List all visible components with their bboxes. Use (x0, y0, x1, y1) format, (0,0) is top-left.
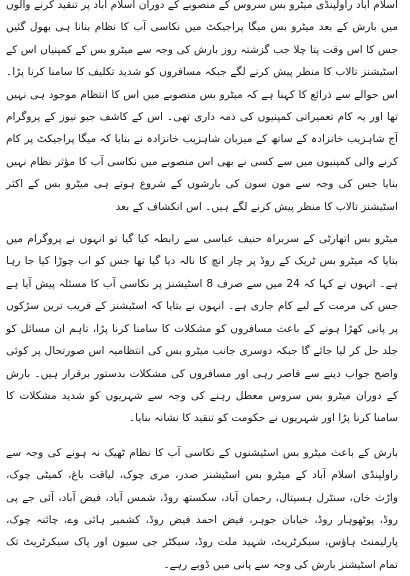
paragraph-1: اسلام آباد راولپنڈی میٹرو بس سروس کے منصوبے کے دوران اسلام آباد پر تنقید کرنے والوں میں بارش کے بعد میٹرو بس میگا پراجیکٹ میں نکاسی آب کا نظام بنانا ہی بھول گئیں جس کا اس وقت پتا چلا جب گزشتہ روز بارش کی وجہ سے میٹرو بس کے کمپنیاں اس کے اسٹیشنز تالاب کا منظر پیش کرنے لگے جبکہ مسافروں کو شدید تکلیف کا سامنا کرنا پڑا۔ اس حوالے سے ذرائع کا کہنا ہے کہ میٹرو بس منصوبے میں اس کا انتظام موجود ہی نہیں تھا اور یہ کام تعمیراتی کمپنیوں کی ذمہ داری تھی۔ اس کے کاشف جیو نیوز کے پروگرام آج شاہزیب خانزادہ کے ساتھ کے میزبان شاہزیب خانزادہ نے بتایا کہ میگا پراجیکٹ پر کام کرنے والی کمپنیوں میں سے کسی نے بھی اس منصوبے میں نکاسی آب کا مؤثر نظام نہیں بنایا جس کی وجہ سے مون سون کی بارشوں کے شروع ہوتے ہی میٹرو بس کے اکثر اسٹیشنز تالاب کا منظر پیش کرنے لگے ہیں۔ اس انکشاف کے بعد (6, 0, 398, 213)
paragraph-2: میٹرو بس اتھارٹی کے سربراہ حنیف عباسی سے رابطہ کیا گیا تو انہوں نے پروگرام میں بتایا کہ میٹرو بس ٹریک کے روڈ پر چار انچ کا نالہ دیا گیا تھا جس کو اب چوڑا کیا جا رہا ہے۔ انہوں نے کہا کہ 24 میں سے صرف 8 اسٹیشنز پر نکاسی آب کا مسئلہ پیش آیا ہے جس کی مرمت کے لیے کام جاری ہے۔ انہوں نے بتایا کہ اسٹیشنز کے قریب ترین سڑکوں پر پانی کھڑا ہونے کے باعث مسافروں کو مشکلات کا سامنا کرنا پڑا، تاہم ان مسائل کو جلد حل کر لیا جائے گا جبکہ دوسری جانب میٹرو بس کی انتظامیہ اس صورتحال پر کوئی واضح جواب دینے سے قاصر رہی اور مسافروں کی مشکلات بدستور برقرار ہیں۔ بارش کے دوران میٹرو بس سروس معطل رہنے کی وجہ سے شہریوں کو شدید مشکلات کا سامنا کرنا پڑا اور شہریوں نے حکومت کو تنقید کا نشانہ بنایا۔ (6, 233, 399, 425)
paragraph-3: بارش کے باعث میٹرو بس اسٹیشنوں کے نکاسی آب کا نظام ٹھیک نہ ہونے کی وجہ سے راولپنڈی اسلام آباد کے میٹرو بس اسٹیشنز صدر، مری چوک، لیاقت باغ، کمیٹی چوک، واڑث خان، سنٹرل ہسپتال، رحمان آباد، سکستھ روڈ، شمس آباد، فیض آباد، آئی جے پی روڈ، پوٹھوہار روڈ، خیابان جوہر، فیض احمد فیض روڈ، کشمیر ہائی وے، چائنہ چوک، پارلیمنٹ ہاؤس، سیکرٹریٹ، شہید ملت روڈ، سیکٹر جی سیون اور پاک سیکرٹریٹ تک تمام اسٹیشنز بارش کی وجہ سے پانی میں ڈوبے رہے۔ (6, 446, 398, 571)
